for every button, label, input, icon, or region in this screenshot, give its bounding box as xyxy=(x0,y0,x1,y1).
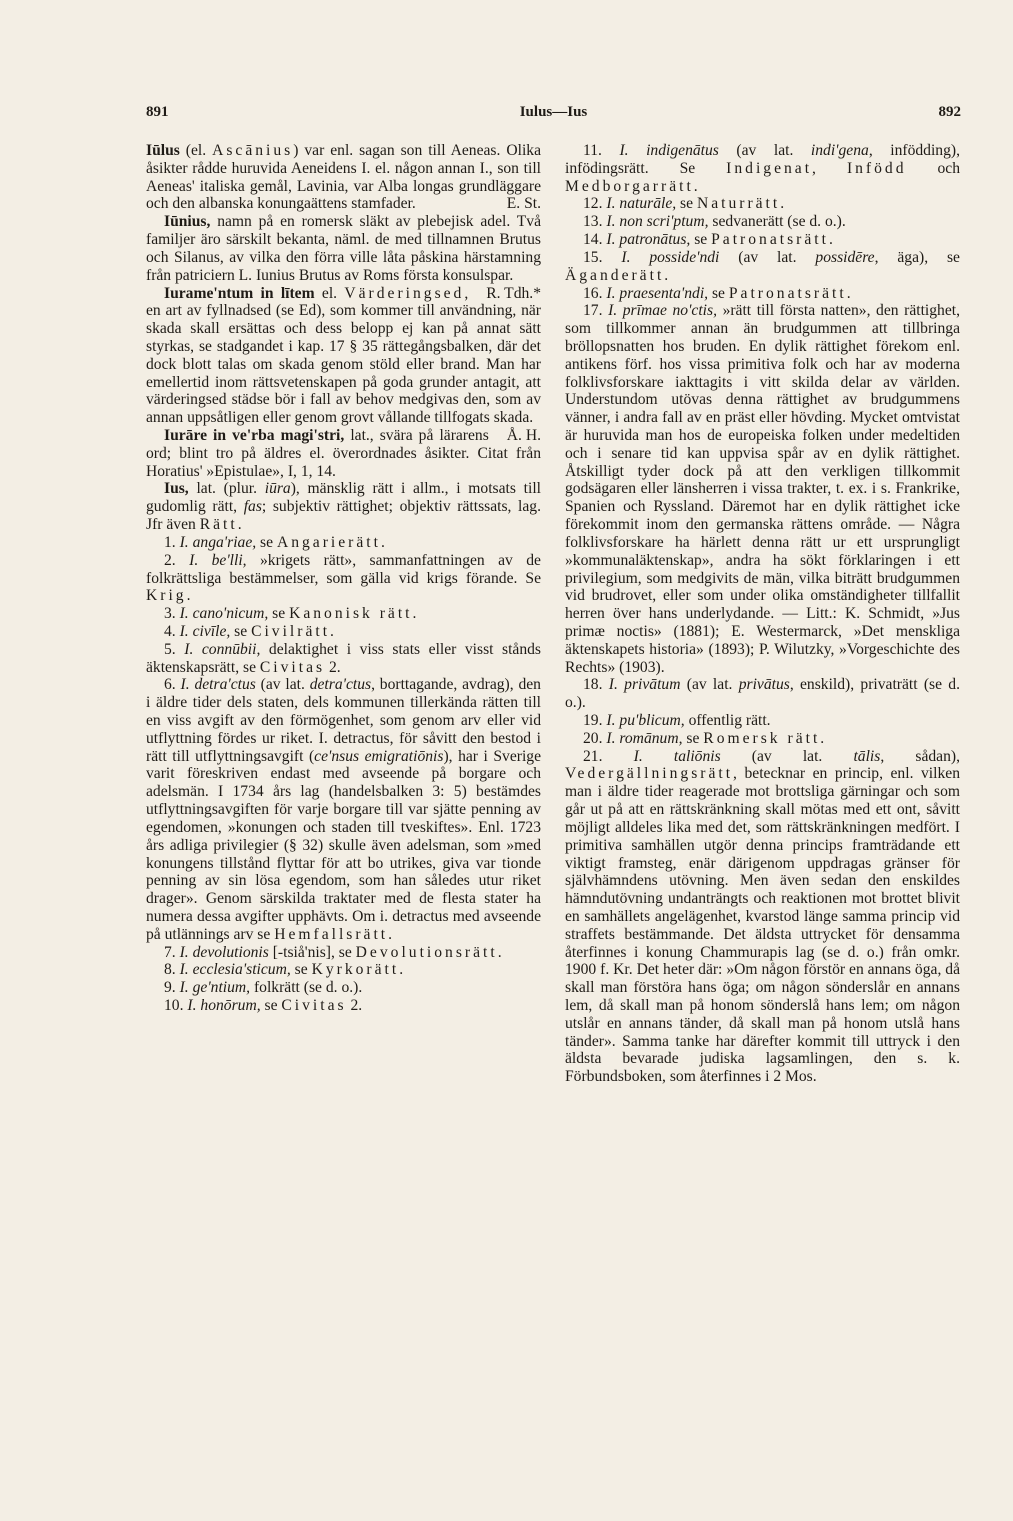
entry-text: folkrätt (se d. o.). xyxy=(253,979,363,997)
sub-entry-5 xyxy=(146,641,541,677)
sub-entry-number: 8. xyxy=(164,961,176,979)
sub-entry-number: 10. xyxy=(164,997,184,1014)
latin-term: ce'nsus emigratiōnis xyxy=(314,747,444,765)
sub-entry-3 xyxy=(146,605,541,623)
latin-term: I. indigenātus xyxy=(619,142,719,159)
entry-text: . xyxy=(399,961,404,979)
latin-term: iūra xyxy=(264,480,291,498)
entry-text: (av lat. xyxy=(738,248,816,266)
entry-headword: Ius, xyxy=(164,480,189,498)
entry-headword: Iurame'ntum in lītem xyxy=(164,284,315,302)
latin-term: detra'ctus xyxy=(309,676,372,694)
entry-text: . xyxy=(186,587,191,605)
latin-term: I. naturāle, xyxy=(606,195,677,213)
page-number-left: 891 xyxy=(146,104,169,120)
sub-entry-number: 15. xyxy=(583,248,603,266)
latin-term: I. civīle, xyxy=(179,622,231,640)
sub-entry-number: 3. xyxy=(164,605,176,623)
entry-text: se xyxy=(234,622,252,640)
sub-entry-number: 19. xyxy=(583,712,603,729)
cross-reference: Vedergällningsrätt xyxy=(565,765,734,783)
entry-text: [-tsiå'nis], se xyxy=(272,943,356,961)
entry-text: se xyxy=(711,284,729,302)
latin-term: I. privātum xyxy=(608,676,681,694)
sub-entry-number: 18. xyxy=(583,676,603,694)
sub-entry-number: 14. xyxy=(583,231,603,249)
latin-term: I. devolutionis xyxy=(179,943,269,961)
entry-text: offentlig rätt. xyxy=(688,712,771,729)
entry-text: , sådan), xyxy=(880,747,960,765)
latin-term: I. anga'riae, xyxy=(179,533,257,551)
entry-text: , infödding), infödingsrätt. Se xyxy=(565,142,960,177)
entry-text: se xyxy=(272,605,290,623)
left-column xyxy=(146,142,541,1015)
entry-text: , betecknar en princip, enl. vilken man i äldre tider reagerade mot brottsliga gärningar och som går ut på att en rättskränkning skall mötas med ett ont, såvitt möjligt alldeles lika med det, som rättskränkningen medfört. I primitiva samhällen utgör denna princips framträdande ett viktigt framsteg, enär därigenom uppdragas gränser för självhämndens utövning. Men även sedan den enskildes hämndutövning undanträngts och reaktionen mot brottet blivit en samhällets angelägenhet, kvarstod länge samma princip vid straffets bestämmande. Det äldsta uttrycket för densamma återfinnes i konung Chammurapis lag (se d. o.) från omkr. 1900 f. Kr. Det heter där: »Om någon förstör en annans öga, då skall man förstöra hans öga; om någon sönderslår en annans lem, då skall man på honom sönderslå hans lem; om någon utslår en annans tänder, då skall man på honom utslå hans tänder». Samma tanke har därefter kommit till uttryck i den äldsta bevarade judiska lagsamlingen, den s. k. Förbundsboken, som återfinnes i 2 Mos. xyxy=(565,765,960,1086)
cross-reference: Indigenat xyxy=(726,159,813,177)
entry-iurare xyxy=(146,427,541,480)
entry-text: , enskild), privaträtt (se d. o.). xyxy=(565,676,960,712)
entry-text: delaktighet i viss stats eller visst stånds äktenskapsrätt, se xyxy=(146,640,542,676)
latin-term: privātus xyxy=(738,676,790,694)
latin-term: indi'gena xyxy=(810,142,869,159)
sub-entry-number: 20. xyxy=(583,729,603,747)
entry-text: (av lat. xyxy=(736,142,811,159)
entry-text: . xyxy=(846,284,851,302)
entry-text: ; subjektiv rättighet; objektiv rättssats, lag. Jfr även xyxy=(146,498,541,534)
entry-text: 2. xyxy=(325,658,341,676)
sub-entry-number: 16. xyxy=(583,284,603,302)
entry-text: se xyxy=(294,961,312,979)
entry-text: lat. (plur. xyxy=(196,480,265,498)
entry-text: namn på en romersk släkt av plebejisk adel. Två familjer äro särskilt bekanta, näml. de med tillnamnen Brutus och Silanus, av vilka den förra ville låta påskina härstamning från patriciern L. Iunius Brutus av Roms första konsulspar. xyxy=(146,213,541,284)
entry-headword: Iūlus xyxy=(146,142,180,159)
sub-entry-11 xyxy=(565,142,960,195)
entry-text: se xyxy=(694,231,712,249)
cross-reference: Devolutionsrätt xyxy=(355,943,498,961)
entry-text: . xyxy=(330,622,334,640)
cross-reference: Infödd xyxy=(846,159,907,177)
sub-entry-number: 9. xyxy=(164,979,176,997)
latin-term: I. be'lli, xyxy=(189,551,247,569)
sub-entry-14 xyxy=(565,231,960,249)
entry-text: , en art av fyllnadsed (se Ed), som kommer till användning, när skada skall ersättas och dess belopp ej kan på annat sätt styrkas, se stadgandet i kap. 17 § 35 rättegångsbalken, där det dock blott talas om skada genom stöld eller brand. Man har emellertid inom rättsvetenskapen på goda grunder antagit, att värderingsed städse bör i fall av behov medgivas den, som av annan uppsåtligen eller genom grovt vållande tillfogats skada. xyxy=(146,284,541,427)
entry-text: . xyxy=(412,605,417,623)
author-signature: E. St. xyxy=(506,195,541,213)
page-number-right: 892 xyxy=(938,104,961,120)
cross-reference: Civitas xyxy=(281,997,347,1014)
sub-entry-21 xyxy=(565,748,960,1086)
entry-text: ), mänsklig rätt i allm., i motsats till gudomlig rätt, xyxy=(146,480,541,516)
latin-term: I. ge'ntium, xyxy=(179,979,251,997)
entry-text: . xyxy=(497,943,502,961)
entry-text: lat., svära på lärarens ord; blint tro på äldres el. överordnades åsikter. Citat från Horatius' »Epistulae», I, 1, 14. xyxy=(146,427,541,480)
sub-entry-20 xyxy=(565,730,960,748)
cross-reference: Patronatsrätt xyxy=(711,231,829,249)
entry-text: . xyxy=(828,231,833,249)
latin-term: I. prīmae no'ctis, xyxy=(608,302,717,320)
entry-headword: Iurāre in ve'rba magi'stri, xyxy=(164,427,345,444)
latin-term: I. romānum, xyxy=(606,729,683,747)
cross-reference: Ascānius xyxy=(212,142,294,159)
cross-reference: Hemfallsrätt xyxy=(274,925,389,943)
cross-reference: Kyrkorätt xyxy=(311,961,400,979)
sub-entry-number: 17. xyxy=(583,302,603,320)
sub-entry-number: 7. xyxy=(164,943,176,961)
sub-entry-number: 2. xyxy=(164,551,176,569)
entry-text: se xyxy=(264,997,282,1014)
sub-entry-number: 6. xyxy=(164,676,176,694)
latin-term: tālis xyxy=(853,747,881,765)
sub-entry-16 xyxy=(565,285,960,303)
running-title: Iulus—Ius xyxy=(519,104,588,120)
entry-text: el. xyxy=(314,284,345,302)
entry-text: »krigets rätt», sammanfattningen av de folkrättsliga bestämmelser, som gälla vid krigs förande. Se xyxy=(146,551,541,587)
sub-entry-12 xyxy=(565,195,960,213)
sub-entry-number: 11. xyxy=(583,142,602,159)
author-signature: Å. H. xyxy=(506,427,541,444)
sub-entry-7 xyxy=(146,944,541,962)
sub-entry-number: 5. xyxy=(164,640,176,658)
cross-reference: Rätt xyxy=(199,516,238,534)
latin-term: I. posside'ndi xyxy=(621,248,720,266)
latin-term: I. praesenta'ndi, xyxy=(606,284,709,302)
sub-entry-number: 1. xyxy=(164,533,176,551)
cross-reference: Medborgarrätt xyxy=(565,177,694,195)
cross-reference: Naturrätt xyxy=(696,195,781,213)
entry-text: (av lat. xyxy=(686,676,739,694)
entry-ius xyxy=(146,480,541,533)
entry-text: »rätt till första natten», den rättighet, som tillkommer annan än brudgummen att tillbringa bröllopsnatten hos bruden. En dylik rättighet förekom enl. antikens förf. hos vissa primitiva folk och har av moderna folklivsforskare iakttagits i vitt skilda delar av världen. Understundom utövas denna rättighet av brudgummens vänner, i andra fall av en präst eller hövding. Mycket omtvistat är huruvida man hos de europeiska folken under medeltiden och i senare tid kan uppvisa spår av en dylik rättighet. Åtskilligt tyder dock på att den verkligen tillkommit godsägaren eller länsherren i vissa trakter, t. ex. i s. Frankrike, Spanien och Ryssland. Däremot har en dylik rättighet icke förekommit inom den germanska rättens område. — Några folklivsforskare ha härlett denna rätt ur ett ursprungligt »kommunaläktenskap», andra ha sökt förklaringen i ett privilegium, som medgivits de män, vilka biträtt brudgummen vid brudrovet, eller som under olika omständigheter tillfallit herren över hans underlydande. — Litt.: K. Schmidt, »Jus primæ noctis» (1881); E. Westermarck, »Det menskliga äktenskapets historia» (1893); P. Wilutzky, »Vorgeschichte des Rechts» (1903). xyxy=(565,302,960,676)
latin-term: possidēre xyxy=(815,248,875,266)
sub-entry-2 xyxy=(146,552,541,605)
sub-entry-number: 21. xyxy=(583,747,603,765)
sub-entry-19 xyxy=(565,712,960,730)
entry-text: se xyxy=(260,533,277,551)
latin-term: I. honōrum, xyxy=(187,997,261,1014)
entry-text: . xyxy=(664,266,669,284)
latin-term: I. ecclesia'sticum, xyxy=(179,961,291,979)
sub-entry-number: 13. xyxy=(583,213,603,231)
latin-term: I. cano'nicum, xyxy=(179,605,269,623)
sub-entry-8 xyxy=(146,961,541,979)
entry-text: (el. xyxy=(185,142,213,159)
sub-entry-1 xyxy=(146,534,541,552)
latin-term: fas xyxy=(243,498,262,516)
sub-entry-10 xyxy=(146,997,541,1015)
sub-entry-6 xyxy=(146,676,541,943)
entry-text: 2. xyxy=(346,997,363,1014)
latin-term: I. detra'ctus xyxy=(180,676,256,694)
entry-text: . xyxy=(388,925,393,943)
entry-text: ) var enl. sagan son till Aeneas. Olika åsikter rådde huruvida Aeneidens I. el. någon annan I., son till Aeneas' italiska gemål, Lavinia, var Alba longas grundläggare och den albanska konungaättens stamfader. xyxy=(146,142,541,213)
cross-reference: Patronatsrätt xyxy=(728,284,847,302)
cross-reference: Värderingsed xyxy=(344,284,465,302)
latin-term: I. patronātus, xyxy=(606,231,691,249)
entry-text: . xyxy=(693,177,698,195)
entry-text: . xyxy=(820,729,825,747)
cross-reference: Civilrätt xyxy=(251,622,331,640)
entry-text: (av lat. xyxy=(260,676,310,694)
entry-text: , borttagande, avdrag), den i äldre tider dels staten, dels kommunen tillerkända rätten till en viss avgift av den förmögenhet, som genom arv eller vid utflyttning fördes ur riket. I. detractus, för såvitt den bestod i rätt till utflyttningsavgift ( xyxy=(146,676,541,765)
sub-entry-number: 4. xyxy=(164,622,176,640)
cross-reference: Civitas xyxy=(259,658,326,676)
sub-entry-17 xyxy=(565,302,960,676)
entry-iulus xyxy=(146,142,541,213)
latin-term: I. taliōnis xyxy=(633,747,721,765)
cross-reference: Äganderätt xyxy=(565,266,665,284)
entry-text: . xyxy=(380,533,385,551)
entry-headword: Iūnius, xyxy=(164,213,211,231)
sub-entry-9 xyxy=(146,979,541,997)
entry-text: . xyxy=(780,195,785,213)
cross-reference: Angarierätt xyxy=(276,533,381,551)
entry-text: se xyxy=(680,195,697,213)
sub-entry-4 xyxy=(146,623,541,641)
entry-text: och xyxy=(906,159,961,177)
sub-entry-13 xyxy=(565,213,960,231)
latin-term: I. pu'blicum, xyxy=(606,712,685,729)
entry-text: . xyxy=(237,516,242,534)
latin-term: I. non scri'ptum, xyxy=(606,213,709,231)
cross-reference: Kanonisk rätt xyxy=(289,605,413,623)
entry-text: sedvanerätt (se d. o.). xyxy=(712,213,846,231)
sub-entry-number: 12. xyxy=(583,195,603,213)
entry-text: , äga), se xyxy=(874,248,960,266)
sub-entry-15 xyxy=(565,249,960,285)
entry-text: se xyxy=(686,729,704,747)
latin-term: I. connūbii, xyxy=(184,640,261,658)
page-header xyxy=(146,104,961,126)
cross-reference: Krig xyxy=(146,587,187,605)
entry-text: , xyxy=(812,159,847,177)
entry-text: (av lat. xyxy=(751,747,854,765)
author-signature: R. Tdh.* xyxy=(486,284,541,302)
cross-reference: Romersk rätt xyxy=(703,729,821,747)
entry-text: ), har i Sverige varit föreskriven endast med avseende på borgare och adelsmän. I 1734 års lag (handelsbalken 3: 5) bestämdes utflyttningsavgiften för varje borgare till var sjätte penning av egendomen, »konungen och staden till tveskiftes». Enl. 1723 års adliga privilegier (§ 32) skulle även adelsman, som »med konungens tillstånd flyttar för att bo utrikes, giva var tionde penning av sin lösa egendom, som han således utur riket drager». Genom särskilda traktater med de flesta stater ha numera dessa avgifter upphävts. Om i. detractus med avseende på utlännings arv se xyxy=(146,747,541,943)
sub-entry-18 xyxy=(565,676,960,712)
right-column xyxy=(565,142,960,1086)
